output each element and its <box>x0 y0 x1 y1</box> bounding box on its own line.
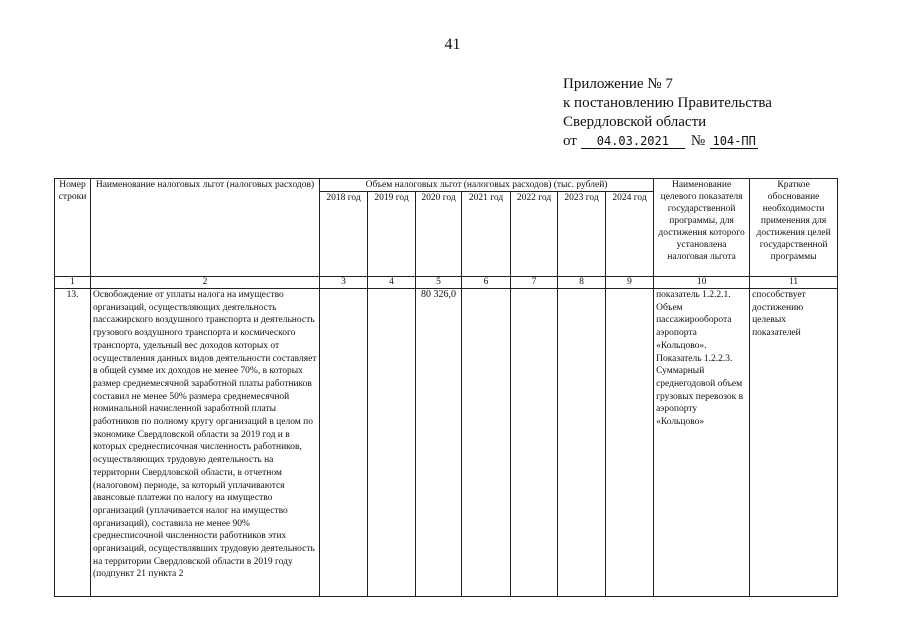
column-number: 1 <box>55 277 91 289</box>
appendix-government-line: Свердловской области <box>563 114 707 130</box>
appendix-date-number-line <box>563 132 772 151</box>
column-number: 5 <box>416 277 462 289</box>
value-2023 <box>558 289 606 597</box>
row-number: 13. <box>55 289 91 597</box>
tax-benefits-table <box>54 178 838 597</box>
column-number: 8 <box>558 277 606 289</box>
header-benefit-name: Наименование налоговых льгот (налоговых расходов) <box>91 179 320 277</box>
column-number: 11 <box>750 277 838 289</box>
header-year-2023: 2023 год <box>558 192 606 277</box>
header-year-2018: 2018 год <box>320 192 368 277</box>
header-year-2022: 2022 год <box>511 192 558 277</box>
header-year-2019: 2019 год <box>368 192 416 277</box>
appendix-block <box>563 75 772 151</box>
resolution-number: 104-ПП <box>710 134 758 149</box>
target-indicator: показатель 1.2.2.1. Объем пассажирооборота аэропорта «Кольцово». Показатель 1.2.2.3. Суммарный среднегодовой объем грузовых перевозок в аэропорту «Кольцово» <box>654 289 750 597</box>
column-number: 4 <box>368 277 416 289</box>
column-number: 7 <box>511 277 558 289</box>
column-number-row <box>55 277 838 289</box>
value-2021 <box>462 289 511 597</box>
header-year-2020: 2020 год <box>416 192 462 277</box>
value-2024 <box>606 289 654 597</box>
header-year-2021: 2021 год <box>462 192 511 277</box>
number-sign: № <box>690 133 706 149</box>
header-target-indicator: Наименование целевого показателя государственной программы, для достижения которого установлена налоговая льгота <box>654 179 750 277</box>
header-row-number: Номер строки <box>55 179 91 277</box>
appendix-resolution-line: к постановлению Правительства <box>563 95 772 111</box>
resolution-date: 04.03.2021 <box>581 134 685 149</box>
date-prefix: от <box>563 133 577 149</box>
justification: способствует достижению целевых показателей <box>750 289 838 597</box>
value-2019 <box>368 289 416 597</box>
column-number: 9 <box>606 277 654 289</box>
header-year-2024: 2024 год <box>606 192 654 277</box>
column-number: 3 <box>320 277 368 289</box>
page-number: 41 <box>444 36 461 53</box>
column-number: 2 <box>91 277 320 289</box>
column-number: 6 <box>462 277 511 289</box>
header-justification: Краткое обоснование необходимости применения для достижения целей государственной программы <box>750 179 838 277</box>
header-volume-group: Объем налоговых льгот (налоговых расходов) (тыс. рублей) <box>320 179 654 192</box>
value-2018 <box>320 289 368 597</box>
value-2022 <box>511 289 558 597</box>
value-2020: 80 326,0 <box>416 289 462 597</box>
appendix-title: Приложение № 7 <box>563 76 673 92</box>
column-number: 10 <box>654 277 750 289</box>
table-row <box>55 289 838 597</box>
benefit-name: Освобождение от уплаты налога на имущество организаций, осуществляющих деятельность пассажирского воздушного транспорта и деятельность грузового воздушного транспорта и космического транспорта, удельный вес доходов которых от осуществления данных видов деятельности составляет в общей сумме их доходов не менее 70%, в которых размер среднемесячной заработной платы работников составил не менее 50% размера среднемесячной номинальной начисленной заработной платы работников по полному кругу организаций в целом по экономике Свердловской области за 2019 год и в которых среднесписочная численность работников, осуществляющих трудовую деятельность на территории Свердловской области, в отчетном (налоговом) периоде, за который уплачиваются авансовые платежи по налогу на имущество организаций (уплачивается налог на имущество организаций), составила не менее 90% среднесписочной численности работников этих организаций, осуществлявших трудовую деятельность на территории Свердловской области в 2019 году (подпункт 21 пункта 2 <box>91 289 320 597</box>
